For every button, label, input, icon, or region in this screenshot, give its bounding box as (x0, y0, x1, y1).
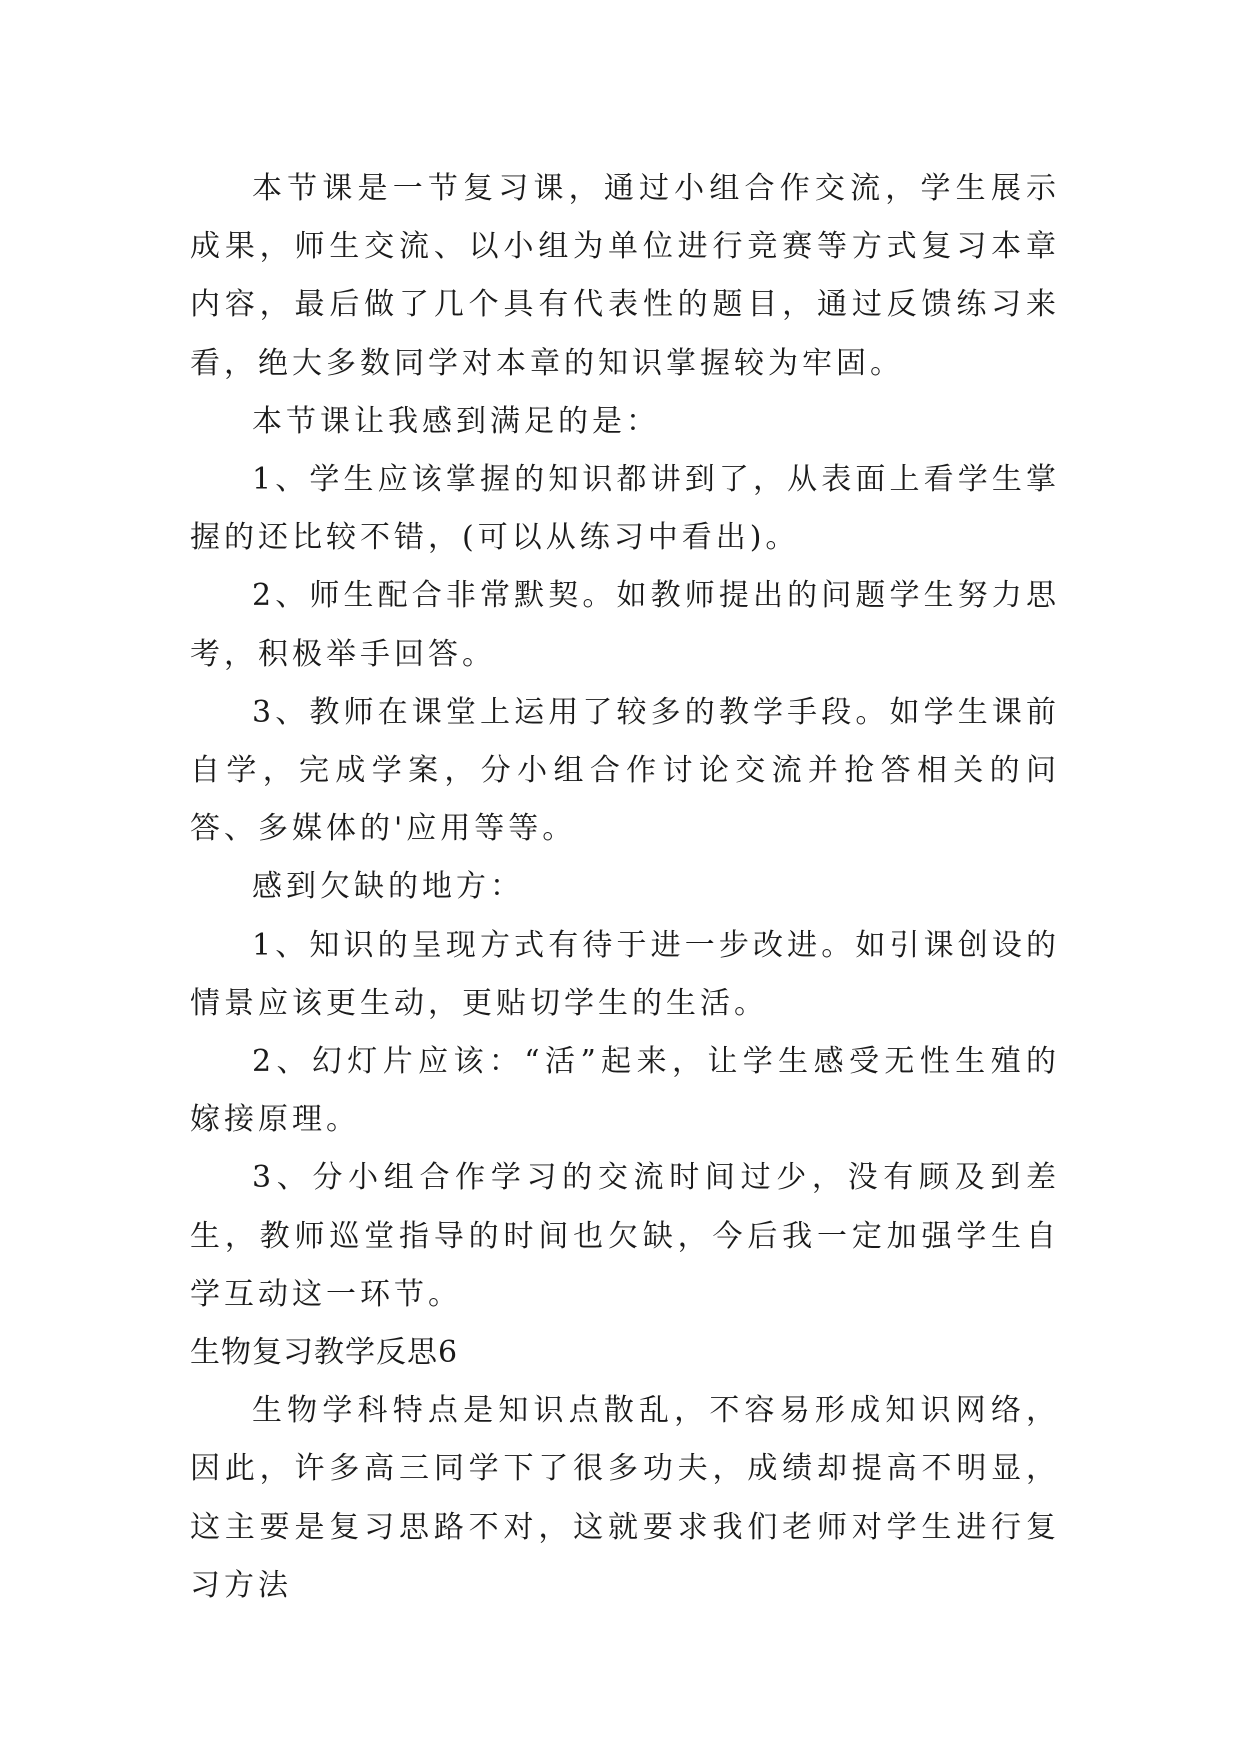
section-heading: 生物复习教学反思6 (190, 1335, 459, 1371)
paragraph: 2、幻灯片应该：“活”起来，让学生感受无性生殖的嫁接原理。 (190, 1044, 1060, 1138)
paragraph: 感到欠缺的地方： (252, 869, 524, 905)
paragraph: 2、师生配合非常默契。如教师提出的问题学生努力思考，积极举手回答。 (190, 578, 1060, 672)
paragraph: 本节课让我感到满足的是： (252, 403, 660, 439)
paragraph: 1、知识的呈现方式有待于进一步改进。如引课创设的情景应该更生动，更贴切学生的生活。 (190, 927, 1060, 1021)
document-body (190, 160, 1060, 1615)
paragraph: 本节课是一节复习课，通过小组合作交流，学生展示成果，师生交流、以小组为单位进行竞赛等方式复习本章内容，最后做了几个具有代表性的题目，通过反馈练习来看，绝大多数同学对本章的知识掌握较为牢固。 (190, 171, 1060, 381)
paragraph: 1、学生应该掌握的知识都讲到了，从表面上看学生掌握的还比较不错，(可以从练习中看出)。 (190, 462, 1060, 556)
paragraph: 生物学科特点是知识点散乱，不容易形成知识网络，因此，许多高三同学下了很多功夫，成绩却提高不明显，这主要是复习思路不对，这就要求我们老师对学生进行复习方法 (190, 1393, 1060, 1603)
paragraph: 3、分小组合作学习的交流时间过少，没有顾及到差生，教师巡堂指导的时间也欠缺，今后我一定加强学生自学互动这一环节。 (190, 1160, 1060, 1312)
paragraph: 3、教师在课堂上运用了较多的教学手段。如学生课前自学，完成学案，分小组合作讨论交流并抢答相关的问答、多媒体的'应用等等。 (190, 694, 1060, 847)
